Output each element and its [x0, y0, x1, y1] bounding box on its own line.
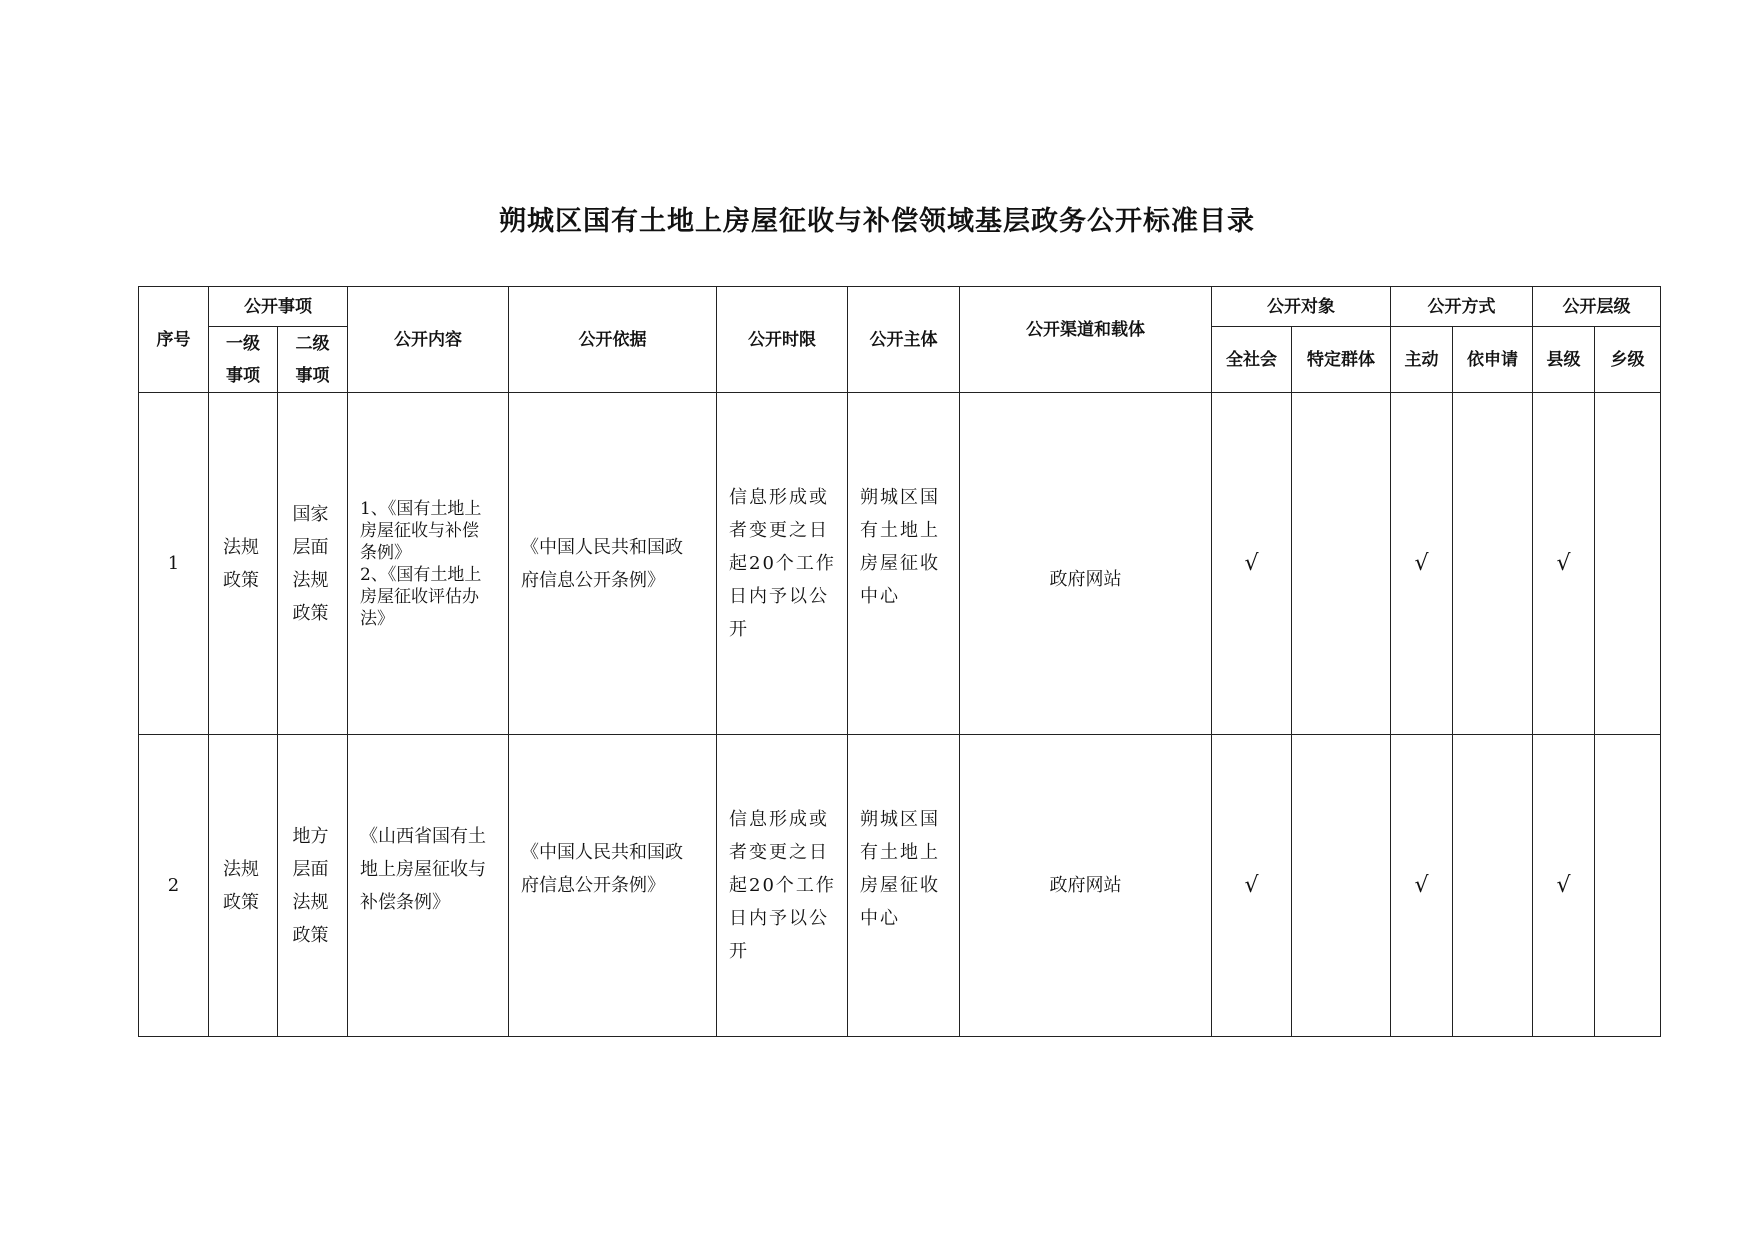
row-level2 [278, 393, 348, 735]
header-basis: 公开依据 [509, 287, 717, 393]
row-target-specific [1292, 735, 1391, 1037]
header-level2-line1: 二级 [295, 333, 330, 354]
row-target-all: √ [1212, 735, 1292, 1037]
row-subject: 朔城区国 有土地上 房屋征收 中心 [848, 393, 960, 735]
row-level1 [209, 393, 278, 735]
row-channel: 政府网站 [960, 735, 1212, 1037]
header-level1 [209, 327, 278, 393]
row-method-active: √ [1391, 393, 1453, 735]
header-method-active: 主动 [1391, 327, 1453, 393]
row-level-town [1595, 393, 1661, 735]
header-seq: 序号 [139, 287, 209, 393]
header-level1-line2: 事项 [226, 365, 260, 386]
row-level2-text: 国家 层面 法规 政策 [292, 503, 329, 624]
header-target-all: 全社会 [1212, 327, 1292, 393]
header-method: 公开方式 [1391, 287, 1533, 327]
row-content: 1、《国有土地上 房屋征收与补偿 条例》 2、《国有土地上 房屋征收评估办 法》 [348, 393, 509, 735]
table-row [139, 735, 1661, 1037]
header-level: 公开层级 [1533, 287, 1661, 327]
row-method-active: √ [1391, 735, 1453, 1037]
row-method-apply [1453, 393, 1533, 735]
row-basis: 《中国人民共和国政 府信息公开条例》 [509, 735, 717, 1037]
row-seq: 2 [139, 735, 209, 1037]
row-content: 《山西省国有土 地上房屋征收与 补偿条例》 [348, 735, 509, 1037]
header-content: 公开内容 [348, 287, 509, 393]
row-target-all: √ [1212, 393, 1292, 735]
row-basis: 《中国人民共和国政 府信息公开条例》 [509, 393, 717, 735]
header-time-limit: 公开时限 [717, 287, 848, 393]
header-method-apply: 依申请 [1453, 327, 1533, 393]
row-channel: 政府网站 [960, 393, 1212, 735]
row-level1-text: 法规 政策 [223, 536, 259, 591]
row-seq: 1 [139, 393, 209, 735]
header-level1-line1: 一级 [226, 333, 260, 354]
document-title: 朔城区国有土地上房屋征收与补偿领域基层政务公开标准目录 [499, 206, 1255, 237]
table-header [139, 287, 1661, 393]
row-target-specific [1292, 393, 1391, 735]
row-level2 [278, 735, 348, 1037]
row-level-county: √ [1533, 735, 1595, 1037]
header-level-town: 乡级 [1595, 327, 1661, 393]
header-subject: 公开主体 [848, 287, 960, 393]
row-time-limit: 信息形成或 者变更之日 起20个工作 日内予以公 开 [717, 393, 848, 735]
row-level1 [209, 735, 278, 1037]
row-method-apply [1453, 735, 1533, 1037]
header-level2-line2: 事项 [295, 365, 330, 386]
row-level-town [1595, 735, 1661, 1037]
header-target: 公开对象 [1212, 287, 1391, 327]
row-level2-text: 地方 层面 法规 政策 [292, 825, 329, 946]
header-level-county: 县级 [1533, 327, 1595, 393]
row-time-limit: 信息形成或 者变更之日 起20个工作 日内予以公 开 [717, 735, 848, 1037]
catalog-table [138, 286, 1661, 1037]
header-level2 [278, 327, 348, 393]
row-level-county: √ [1533, 393, 1595, 735]
header-target-specific: 特定群体 [1292, 327, 1391, 393]
header-matter: 公开事项 [209, 287, 348, 327]
row-subject: 朔城区国 有土地上 房屋征收 中心 [848, 735, 960, 1037]
row-level1-text: 法规 政策 [223, 858, 259, 913]
header-channel: 公开渠道和载体 [960, 287, 1212, 393]
table-row [139, 393, 1661, 735]
